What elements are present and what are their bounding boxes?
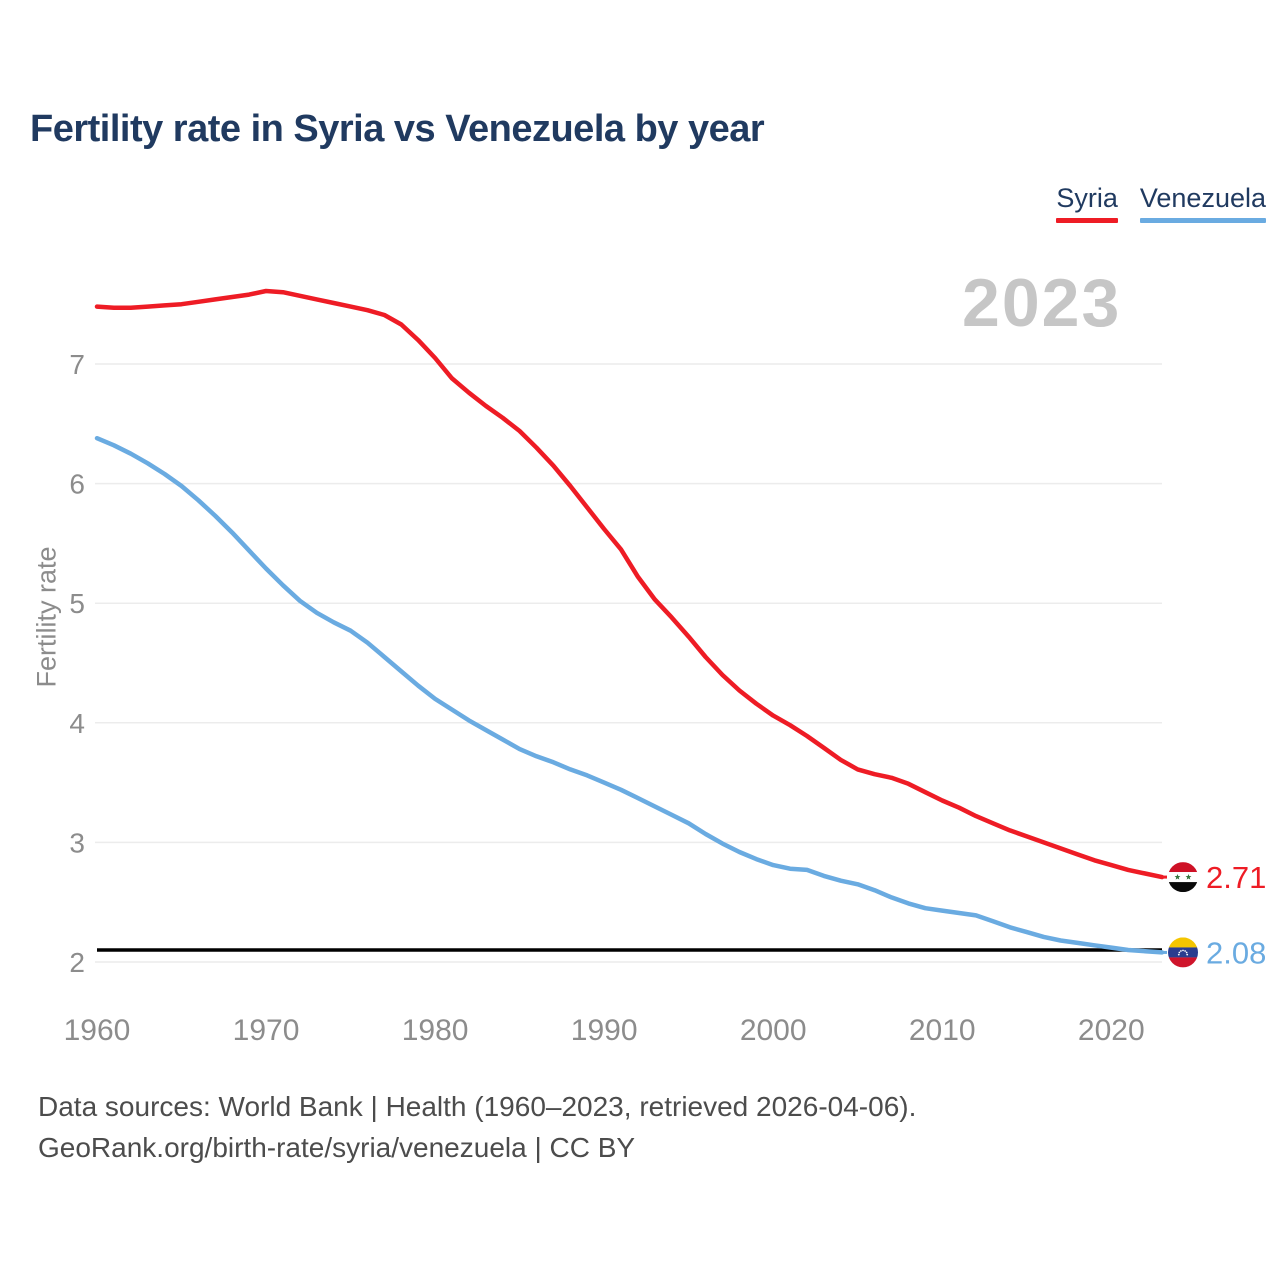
y-axis-title: Fertility rate (31, 546, 62, 688)
x-tick-label-2020: 2020 (1077, 1014, 1145, 1047)
syria-flag-icon-band-bottom (1168, 882, 1198, 892)
venezuela-star (1186, 952, 1188, 954)
venezuela-star (1180, 950, 1182, 952)
y-tick-label-5: 5 (69, 588, 85, 620)
y-tick-label-6: 6 (69, 468, 85, 500)
legend-label-syria: Syria (1056, 183, 1118, 213)
venezuela-flag-icon-band-mid (1168, 947, 1198, 957)
x-tick-label-1990: 1990 (570, 1014, 638, 1047)
venezuela-flag-icon-band-bottom (1168, 957, 1198, 967)
venezuela-star (1182, 950, 1184, 952)
venezuela-flag-icon-band-top (1168, 937, 1198, 947)
venezuela-end-value: 2.08 (1206, 935, 1267, 971)
venezuela-star (1186, 954, 1188, 956)
venezuela-flag-icon (1168, 937, 1198, 967)
venezuela-star (1184, 950, 1186, 952)
venezuela-star (1178, 954, 1180, 956)
syria-flag-icon-band-top (1168, 862, 1198, 872)
legend-label-venezuela: Venezuela (1139, 183, 1266, 213)
y-tick-label-4: 4 (69, 707, 85, 739)
venezuela-line (97, 438, 1162, 952)
syria-end-value: 2.71 (1206, 860, 1267, 896)
chart-title: Fertility rate in Syria vs Venezuela by year (30, 108, 765, 150)
x-tick-label-2000: 2000 (739, 1014, 807, 1047)
footer-attribution: GeoRank.org/birth-rate/syria/venezuela | CC BY (38, 1132, 636, 1163)
x-tick-label-2010: 2010 (908, 1014, 976, 1047)
syria-flag-icon (1168, 862, 1198, 892)
year-watermark: 2023 (962, 265, 1122, 341)
x-tick-label-1980: 1980 (401, 1014, 469, 1047)
x-tick-label-1970: 1970 (232, 1014, 300, 1047)
footer (38, 1086, 916, 1168)
syria-line (97, 291, 1162, 877)
y-tick-label-2: 2 (69, 947, 85, 978)
footer-data-sources: Data sources: World Bank | Health (1960–2023, retrieved 2026-04-06). (38, 1091, 917, 1122)
venezuela-star (1179, 952, 1181, 954)
x-tick-label-1960: 1960 (63, 1014, 131, 1047)
y-tick-label-3: 3 (69, 827, 85, 859)
y-tick-label-7: 7 (69, 349, 85, 380)
syria-flag-icon-band-mid (1168, 872, 1198, 882)
